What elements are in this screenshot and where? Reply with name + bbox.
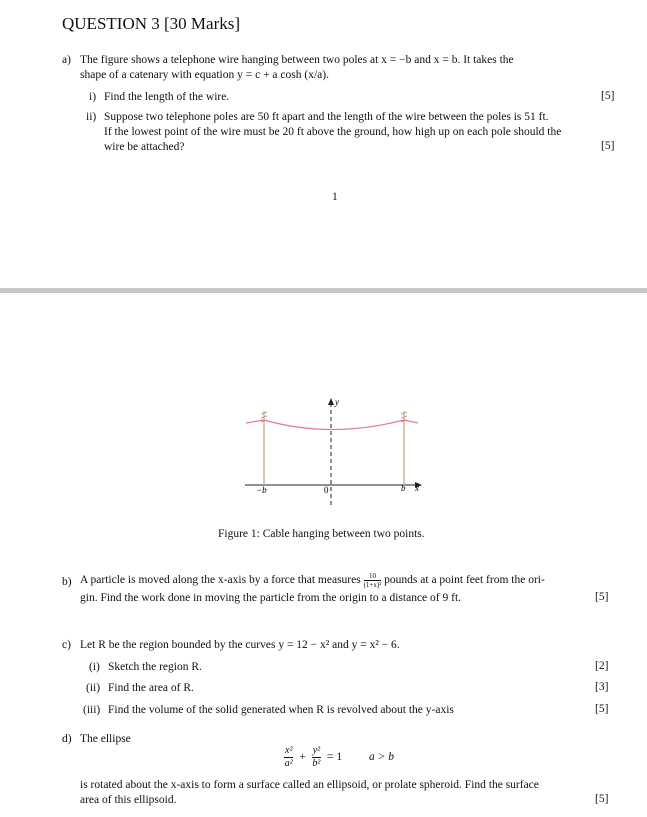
- eq-left-num: x²: [285, 745, 293, 756]
- eq-plus: +: [299, 751, 306, 764]
- eq-right-fraction: [312, 745, 321, 770]
- part-b-line1: [80, 572, 615, 589]
- part-d-line2: area of this ellipsoid.: [80, 794, 177, 806]
- eq-rhs: = 1: [327, 751, 343, 764]
- part-d-marks: [5]: [595, 793, 609, 805]
- part-c-ii-label: (ii): [86, 682, 101, 694]
- part-c-iii-marks: [5]: [595, 703, 609, 715]
- part-c-i-marks: [2]: [595, 660, 609, 672]
- eq-left-fraction: [284, 745, 293, 770]
- part-a-i-label: i): [89, 91, 97, 103]
- part-c-i-text: Sketch the region R.: [108, 661, 202, 673]
- force-fraction: [364, 572, 382, 589]
- part-c-stem: Let R be the region bounded by the curves y = 12 − x² and y = x² − 6.: [80, 639, 400, 651]
- part-a-ii-line2: If the lowest point of the wire must be 20 ft above the ground, how high up on each pole should the: [104, 126, 562, 138]
- part-d-stem: The ellipse: [80, 733, 131, 745]
- origin-label: 0: [324, 485, 329, 495]
- eq-condition: a > b: [369, 751, 395, 764]
- part-c-iii-label: (iii): [83, 704, 101, 716]
- force-fraction-num: 10: [364, 572, 382, 581]
- part-c-iii-text: Find the volume of the solid generated when R is revolved about the y-axis: [108, 704, 454, 716]
- part-d-label: d): [62, 733, 72, 745]
- figure-caption: Figure 1: Cable hanging between two points.: [218, 528, 425, 540]
- force-fraction-den: (1+x)²: [363, 581, 382, 589]
- ellipse-equation: [284, 745, 394, 770]
- part-a-ii-marks: [5]: [601, 140, 615, 152]
- y-axis-label: y: [335, 397, 339, 407]
- part-a-line2: shape of a catenary with equation y = c + a cosh (x/a).: [80, 69, 329, 81]
- part-a-label: a): [62, 54, 71, 66]
- eq-right-num: y²: [312, 745, 321, 756]
- page-divider: [0, 288, 647, 293]
- eq-left-den: a²: [284, 758, 293, 769]
- neg-b-label: −b: [256, 485, 267, 495]
- part-c-ii-text: Find the area of R.: [108, 682, 194, 694]
- part-b-line1-pre: A particle is moved along the x-axis by a force that measures: [80, 574, 361, 587]
- part-d-line1: is rotated about the x-axis to form a surface called an ellipsoid, or prolate spheroid. Find the surface: [80, 779, 539, 791]
- part-a-i-text: Find the length of the wire.: [104, 91, 230, 103]
- question-title: QUESTION 3 [30 Marks]: [62, 14, 241, 33]
- part-c-ii-marks: [3]: [595, 681, 609, 693]
- part-a-ii-line1: Suppose two telephone poles are 50 ft apart and the length of the wire between the poles is 51 ft.: [104, 111, 549, 123]
- x-axis-label: x: [415, 483, 419, 493]
- part-b-marks: [5]: [595, 591, 609, 603]
- part-a-ii-label: ii): [86, 111, 97, 123]
- part-a-i-marks: [5]: [601, 90, 615, 102]
- part-a-ii-line3: wire be attached?: [104, 141, 185, 153]
- y-axis-arrow: [328, 398, 334, 405]
- eq-right-den: b²: [312, 758, 321, 769]
- part-c-label: c): [62, 639, 71, 651]
- part-c-i-label: (i): [89, 661, 100, 673]
- catenary-wire: [246, 420, 418, 430]
- part-b-label: b): [62, 576, 72, 588]
- part-a-line1: The figure shows a telephone wire hanging between two poles at x = −b and x = b. It takes the: [80, 54, 514, 66]
- part-b-line1-post: pounds at a point feet from the ori-: [384, 574, 545, 587]
- part-b-line2: gin. Find the work done in moving the particle from the origin to a distance of 9 ft.: [80, 592, 462, 604]
- page-number: 1: [332, 191, 338, 203]
- pos-b-label: b: [401, 483, 406, 493]
- catenary-figure: [240, 395, 430, 510]
